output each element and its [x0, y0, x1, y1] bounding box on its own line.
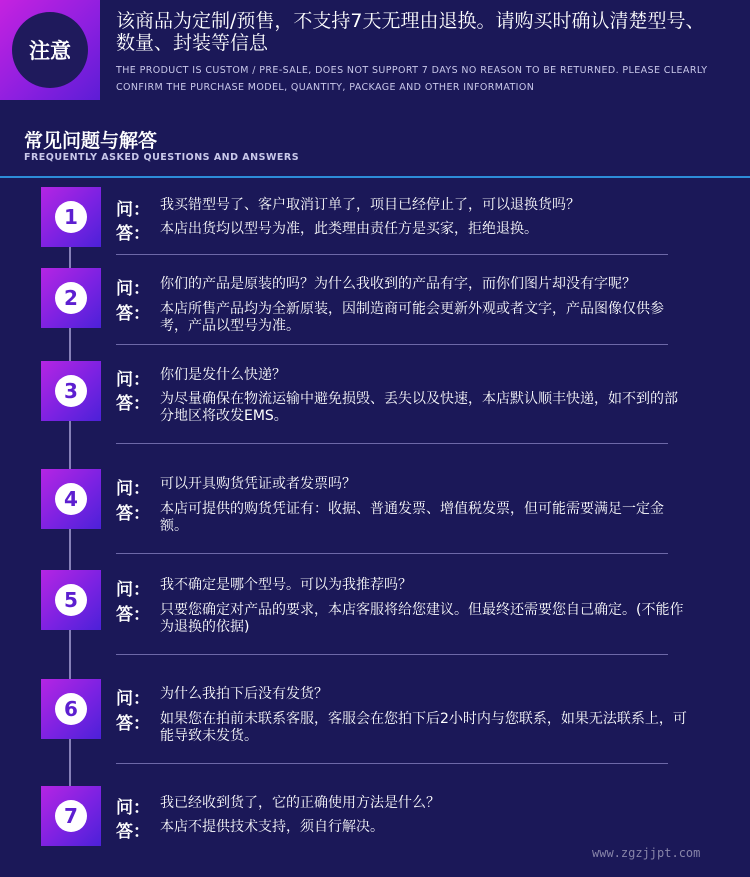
- number-label: 2: [55, 282, 87, 314]
- notice-label: 注意: [12, 12, 88, 88]
- number-label: 4: [55, 483, 87, 515]
- answer-label: 答：: [116, 304, 150, 324]
- question-text: 你们的产品是原装的吗？为什么我收到的产品有字，而你们图片却没有字呢？: [160, 276, 636, 292]
- answer-text: 本店不提供技术支持，须自行解决。: [160, 819, 384, 835]
- answer-label: 答：: [116, 224, 150, 244]
- question-text: 我不确定是哪个型号。可以为我推荐吗？: [160, 577, 412, 593]
- header-divider: [0, 176, 750, 178]
- answer-text: 为尽量确保在物流运输中避免损毁、丢失以及快速，本店默认顺丰快递，如不到的部分地区将改发EMS。: [160, 391, 678, 424]
- question-text: 你们是发什么快递？: [160, 367, 286, 383]
- question-label: 问：: [116, 279, 150, 299]
- number-label: 1: [55, 201, 87, 233]
- notice-text: 该商品为定制/预售，不支持7天无理由退换。请购买时确认清楚型号、数量、封装等信息: [116, 10, 705, 54]
- row-divider: [116, 553, 668, 554]
- answer-text: 只要您确定对产品的要求，本店客服将给您建议。但最终还需要您自己确定。(不能作为退换的依据): [160, 602, 684, 635]
- question-text: 为什么我拍下后没有发货？: [160, 686, 328, 702]
- question-label: 问：: [116, 580, 150, 600]
- section-subtitle: FREQUENTLY ASKED QUESTIONS AND ANSWERS: [24, 152, 300, 163]
- answer-label: 答：: [116, 714, 150, 734]
- question-label: 问：: [116, 689, 150, 709]
- number-label: 6: [55, 693, 87, 725]
- answer-text: 如果您在拍前未联系客服，客服会在您拍下后2小时内与您联系，如果无法联系上，可能导致未发货。: [160, 711, 687, 744]
- section-title: 常见问题与解答: [24, 130, 158, 152]
- answer-label: 答：: [116, 822, 150, 842]
- number-badge: [41, 786, 101, 846]
- number-badge: [41, 570, 101, 630]
- notice-text-en: THE PRODUCT IS CUSTOM / PRE-SALE, DOES NOT SUPPORT 7 DAYS NO REASON TO BE RETURNED. PLEASE CLEARLY CONFIRM THE PURCHASE MODEL, QUANTITY, PACKAGE AND OTHER INFORMATION: [116, 65, 708, 93]
- row-divider: [116, 763, 668, 764]
- number-badge: [41, 361, 101, 421]
- answer-text: 本店所售产品均为全新原装，因制造商可能会更新外观或者文字，产品图像仅供参考，产品以型号为准。: [160, 301, 664, 334]
- row-divider: [116, 443, 668, 444]
- question-label: 问：: [116, 370, 150, 390]
- answer-text: 本店可提供的购货凭证有：收据、普通发票、增值税发票，但可能需要满足一定金额。: [160, 501, 664, 534]
- question-label: 问：: [116, 798, 150, 818]
- question-text: 我买错型号了、客户取消订单了，项目已经停止了，可以退换货吗？: [160, 197, 580, 213]
- number-badge: [41, 187, 101, 247]
- watermark: www.zgzjjpt.com: [592, 846, 701, 860]
- number-badge: [41, 268, 101, 328]
- answer-label: 答：: [116, 504, 150, 524]
- question-label: 问：: [116, 479, 150, 499]
- row-divider: [116, 654, 668, 655]
- row-divider: [116, 344, 668, 345]
- notice-badge: [0, 0, 100, 100]
- number-label: 3: [55, 375, 87, 407]
- answer-label: 答：: [116, 394, 150, 414]
- question-label: 问：: [116, 200, 150, 220]
- question-text: 可以开具购货凭证或者发票吗？: [160, 476, 356, 492]
- answer-label: 答：: [116, 605, 150, 625]
- number-badge: [41, 679, 101, 739]
- number-badge: [41, 469, 101, 529]
- number-label: 7: [55, 800, 87, 832]
- number-label: 5: [55, 584, 87, 616]
- answer-text: 本店出货均以型号为准，此类理由责任方是买家，拒绝退换。: [160, 221, 538, 237]
- row-divider: [116, 254, 668, 255]
- question-text: 我已经收到货了，它的正确使用方法是什么？: [160, 795, 440, 811]
